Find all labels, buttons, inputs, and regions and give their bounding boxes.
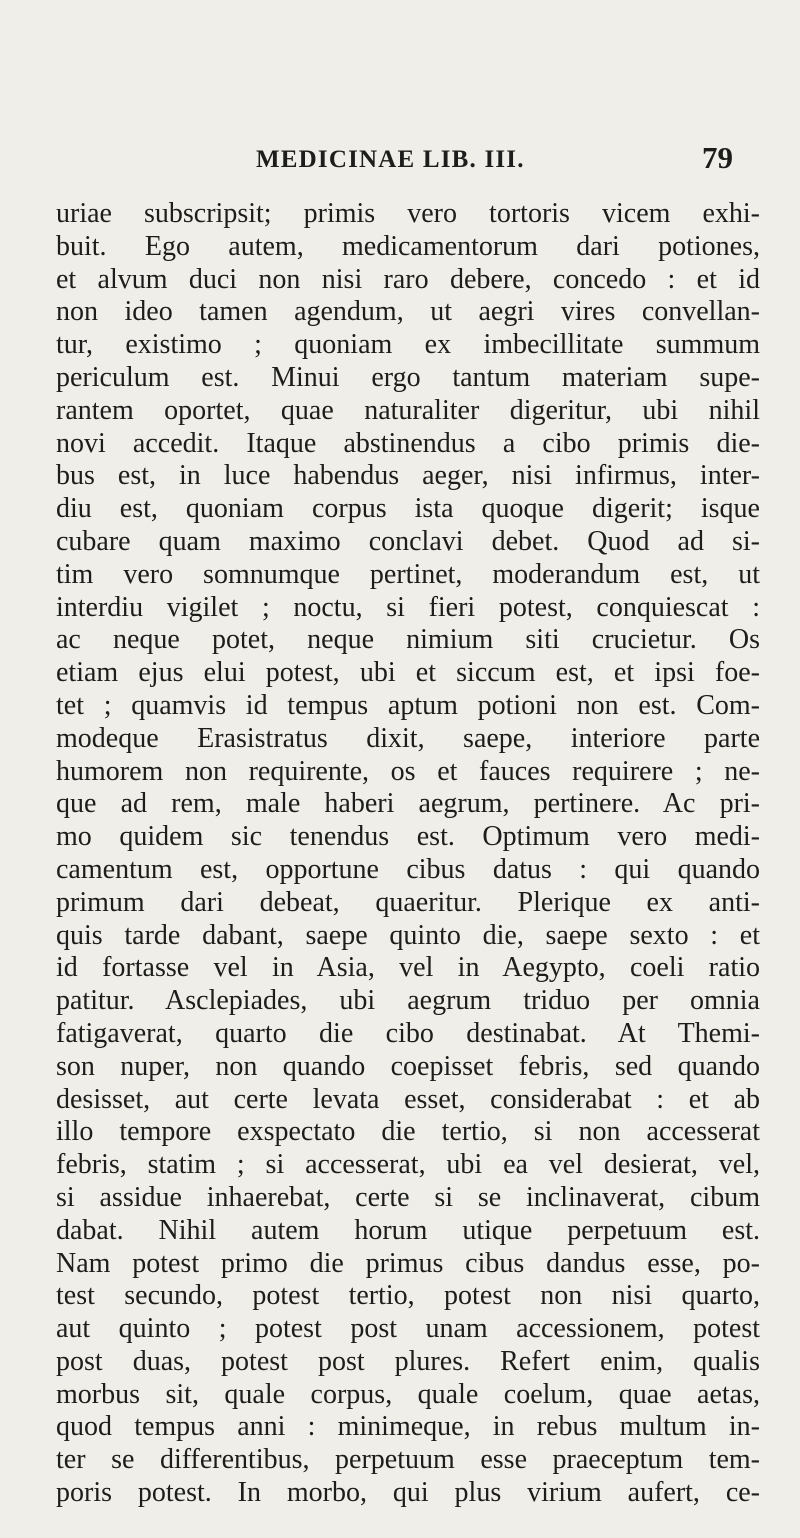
text-line: rantem oportet, quae naturaliter digeritur, ubi nihil: [56, 394, 760, 426]
page-header: [0, 140, 800, 186]
text-line: quod tempus anni : minimeque, in rebus multum in-: [56, 1411, 760, 1443]
text-line: fatigaverat, quarto die cibo destinabat. At Themi-: [56, 1017, 760, 1049]
text-line: desisset, aut certe levata esset, considerabat : et ab: [56, 1083, 760, 1115]
text-line: ter se differentibus, perpetuum esse praeceptum tem-: [56, 1444, 760, 1476]
text-line: buit. Ego autem, medicamentorum dari potiones,: [56, 230, 760, 262]
text-line: patitur. Asclepiades, ubi aegrum triduo per omnia: [56, 985, 760, 1017]
text-line: ac neque potet, neque nimium siti crucietur. Os: [56, 624, 760, 656]
text-line: humorem non requirente, os et fauces requirere ; ne-: [56, 755, 760, 787]
text-line: poris potest. In morbo, qui plus virium aufert, ce-: [56, 1477, 760, 1509]
text-line: periculum est. Minui ergo tantum materiam supe-: [56, 361, 760, 393]
text-line: diu est, quoniam corpus ista quoque digerit; isque: [56, 493, 760, 525]
text-line: quis tarde dabant, saepe quinto die, saepe sexto : et: [56, 919, 760, 951]
text-line: aut quinto ; potest post unam accessionem, potest: [56, 1313, 760, 1345]
text-line: non ideo tamen agendum, ut aegri vires convellan-: [56, 296, 760, 328]
text-line: morbus sit, quale corpus, quale coelum, quae aetas,: [56, 1378, 760, 1410]
running-head: MEDICINAE LIB. III.: [256, 146, 525, 173]
text-line: camentum est, opportune cibus datus : qui quando: [56, 853, 760, 885]
text-line: modeque Erasistratus dixit, saepe, interiore parte: [56, 722, 760, 754]
text-line: bus est, in luce habendus aeger, nisi infirmus, inter-: [56, 460, 760, 492]
text-line: dabat. Nihil autem horum utique perpetuum est.: [56, 1214, 760, 1246]
text-line: cubare quam maximo conclavi debet. Quod ad si-: [56, 525, 760, 557]
text-line: tim vero somnumque pertinet, moderandum est, ut: [56, 558, 760, 590]
text-line: si assidue inhaerebat, certe si se inclinaverat, cibum: [56, 1181, 760, 1213]
text-line: uriae subscripsit; primis vero tortoris vicem exhi-: [56, 198, 760, 229]
text-line: primum dari debeat, quaeritur. Plerique ex anti-: [56, 886, 760, 918]
text-line: que ad rem, male haberi aegrum, pertinere. Ac pri-: [56, 788, 760, 820]
text-line: et alvum duci non nisi raro debere, concedo : et id: [56, 263, 760, 295]
text-line: interdiu vigilet ; noctu, si fieri potest, conquiescat :: [56, 591, 760, 623]
text-line: son nuper, non quando coepisset febris, sed quando: [56, 1050, 760, 1082]
text-line: tur, existimo ; quoniam ex imbecillitate summum: [56, 329, 760, 361]
text-line: id fortasse vel in Asia, vel in Aegypto, coeli ratio: [56, 952, 760, 984]
text-line: illo tempore exspectato die tertio, si non accesserat: [56, 1116, 760, 1148]
text-line: test secundo, potest tertio, potest non nisi quarto,: [56, 1280, 760, 1312]
text-line: tet ; quamvis id tempus aptum potioni non est. Com-: [56, 689, 760, 721]
text-line: post duas, potest post plures. Refert enim, qualis: [56, 1345, 760, 1377]
text-line: mo quidem sic tenendus est. Optimum vero medi-: [56, 821, 760, 853]
text-line: febris, statim ; si accesserat, ubi ea vel desierat, vel,: [56, 1149, 760, 1181]
text-line: Nam potest primo die primus cibus dandus esse, po-: [56, 1247, 760, 1279]
page-number: 79: [702, 140, 733, 175]
body-text: [56, 198, 760, 1510]
text-line: etiam ejus elui potest, ubi et siccum est, et ipsi foe-: [56, 657, 760, 689]
text-line: novi accedit. Itaque abstinendus a cibo primis die-: [56, 427, 760, 459]
